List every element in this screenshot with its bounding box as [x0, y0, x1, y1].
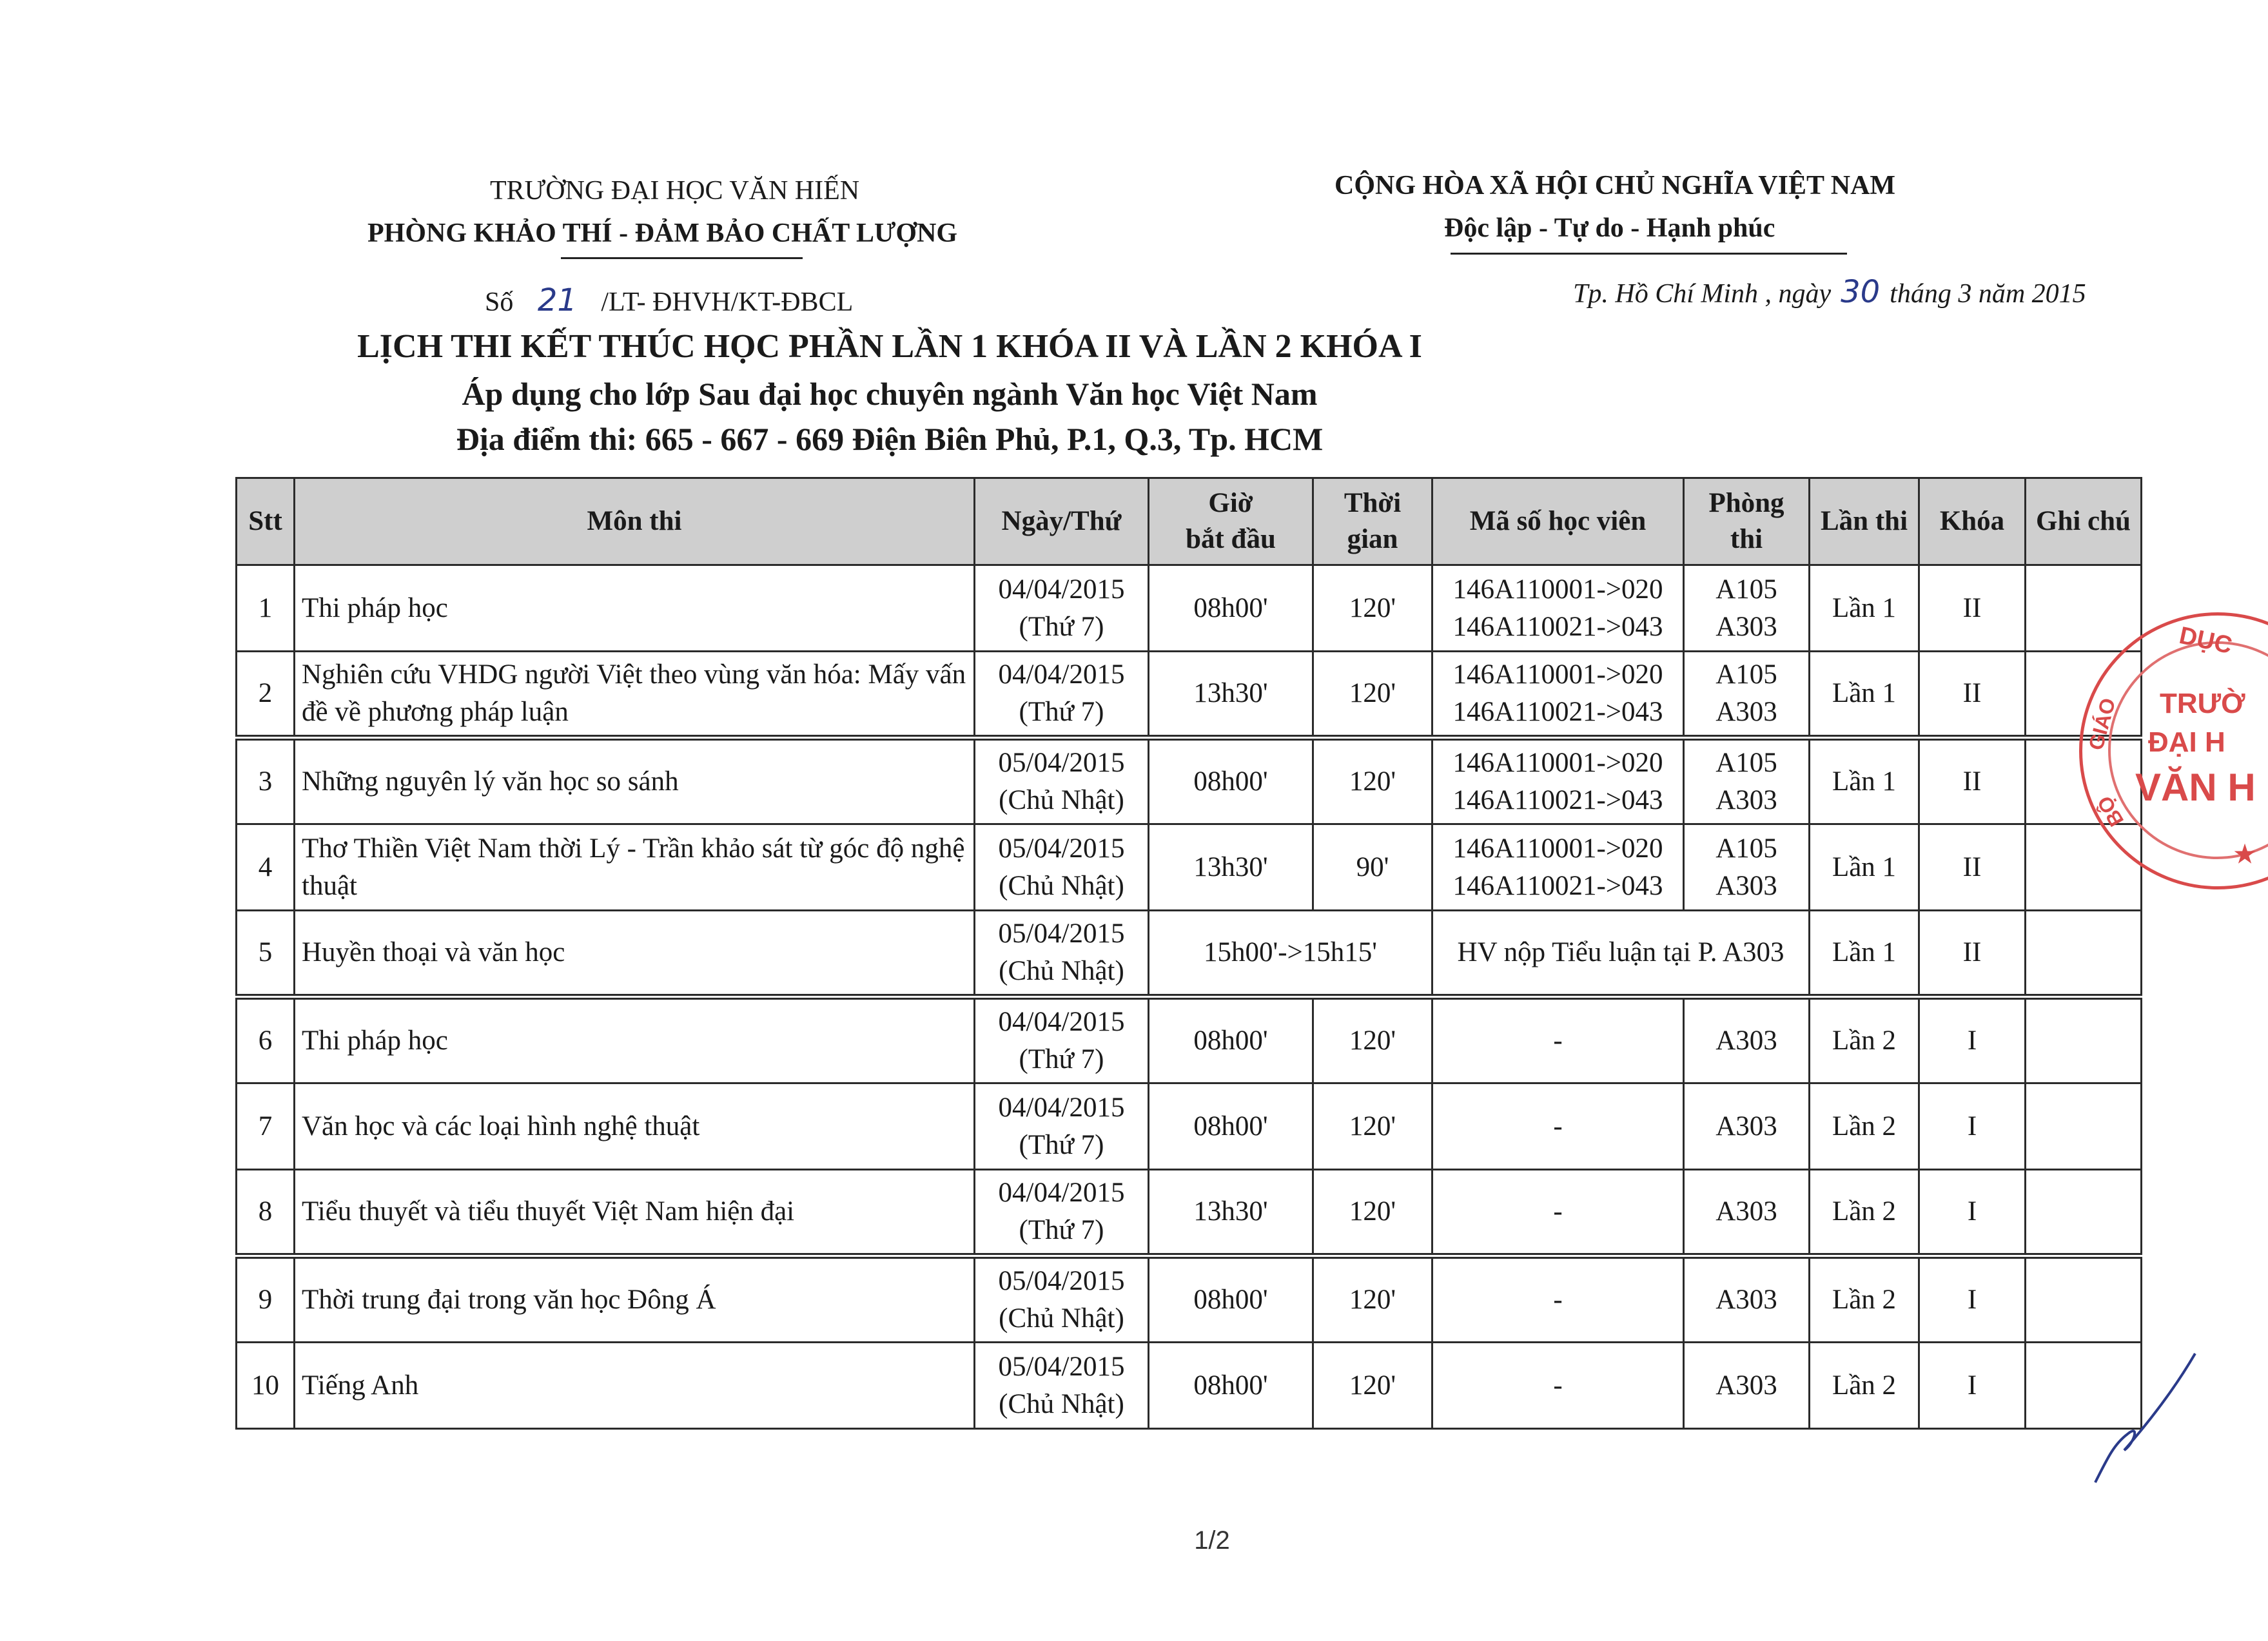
cell-start: 13h30'	[1149, 824, 1313, 911]
cell-room-1: A105	[1716, 659, 1777, 690]
cell-duration: 120'	[1313, 1083, 1432, 1170]
date-suffix: tháng 3 năm 2015	[1890, 279, 2086, 309]
cell-stt: 4	[237, 824, 295, 911]
header-attempt: Lần thi	[1810, 478, 1919, 565]
header-start-line1: Giờ	[1208, 488, 1253, 518]
star-icon: ★	[2234, 841, 2256, 868]
header-students: Mã số học viên	[1432, 478, 1684, 565]
cell-stt: 10	[237, 1343, 295, 1429]
cell-start: 13h30'	[1149, 652, 1313, 738]
cell-room-1: A105	[1716, 833, 1777, 864]
cell-students: -	[1432, 1256, 1684, 1343]
cell-start: 08h00'	[1149, 1256, 1313, 1343]
signature-mark	[2089, 1347, 2198, 1489]
cell-students-2: 146A110021->043	[1452, 785, 1663, 815]
date-prefix: Tp. Hồ Chí Minh , ngày	[1573, 279, 1832, 309]
cell-subject: Tiểu thuyết và tiểu thuyết Việt Nam hiện đại	[295, 1170, 975, 1256]
cell-room	[1684, 652, 1810, 738]
cell-stt: 2	[237, 652, 295, 738]
document-number	[485, 282, 853, 318]
exam-schedule-table	[235, 477, 2142, 1430]
cell-duration: 120'	[1313, 1170, 1432, 1256]
cell-date	[975, 1170, 1149, 1256]
cell-attempt: Lần 2	[1810, 1083, 1919, 1170]
cell-stt: 1	[237, 565, 295, 652]
table-row	[237, 911, 2142, 997]
cell-room-2: A303	[1716, 697, 1777, 727]
cell-room: A303	[1684, 997, 1810, 1083]
cell-room	[1684, 738, 1810, 824]
cell-students	[1432, 565, 1684, 652]
cell-note	[2026, 1170, 2142, 1256]
cell-attempt: Lần 2	[1810, 1170, 1919, 1256]
table-row	[237, 1256, 2142, 1343]
cell-date-value: 05/04/2015	[998, 833, 1125, 864]
table-row	[237, 824, 2142, 911]
cell-cohort: II	[1919, 652, 2026, 738]
cell-date-value: 04/04/2015	[998, 1092, 1125, 1123]
issue-date	[1573, 274, 2086, 310]
department-name: PHÒNG KHẢO THÍ - ĐẢM BẢO CHẤT LƯỢNG	[367, 218, 958, 248]
cell-date	[975, 738, 1149, 824]
cell-subject: Huyền thoại và văn học	[295, 911, 975, 997]
cell-start: 08h00'	[1149, 565, 1313, 652]
stamp-text-line3: VĂN H	[2135, 766, 2256, 809]
cell-duration: 120'	[1313, 565, 1432, 652]
cell-day-value: (Thứ 7)	[1019, 1215, 1104, 1245]
stamp-text-left-bottom: BỘ	[2092, 791, 2129, 831]
cell-day-value: (Chủ Nhật)	[999, 870, 1124, 901]
cell-room: A303	[1684, 1256, 1810, 1343]
cell-subject: Văn học và các loại hình nghệ thuật	[295, 1083, 975, 1170]
header-date: Ngày/Thứ	[975, 478, 1149, 565]
cell-students-2: 146A110021->043	[1452, 697, 1663, 727]
cell-date	[975, 1083, 1149, 1170]
cell-students: -	[1432, 1170, 1684, 1256]
cell-stt: 7	[237, 1083, 295, 1170]
cell-students-1: 146A110001->020	[1452, 748, 1663, 778]
table-row	[237, 652, 2142, 738]
table-row	[237, 738, 2142, 824]
table-header-row	[237, 478, 2142, 565]
school-name: TRƯỜNG ĐẠI HỌC VĂN HIẾN	[490, 176, 860, 206]
cell-time-span: 15h00'->15h15'	[1149, 911, 1432, 997]
cell-day-value: (Thứ 7)	[1019, 611, 1104, 642]
cell-date	[975, 911, 1149, 997]
cell-start: 13h30'	[1149, 1170, 1313, 1256]
table-row	[237, 997, 2142, 1083]
header-subject: Môn thi	[295, 478, 975, 565]
cell-start: 08h00'	[1149, 997, 1313, 1083]
table-row	[237, 1083, 2142, 1170]
cell-date	[975, 652, 1149, 738]
cell-subject: Những nguyên lý văn học so sánh	[295, 738, 975, 824]
republic-name: CỘNG HÒA XÃ HỘI CHỦ NGHĨA VIỆT NAM	[1334, 171, 1896, 200]
table-row	[237, 1170, 2142, 1256]
cell-date-value: 05/04/2015	[998, 748, 1125, 778]
header-duration-line1: Thời	[1344, 488, 1402, 518]
cell-attempt: Lần 1	[1810, 565, 1919, 652]
cell-room-1: A105	[1716, 748, 1777, 778]
cell-date-value: 05/04/2015	[998, 1351, 1125, 1382]
cell-date	[975, 824, 1149, 911]
cell-attempt: Lần 2	[1810, 997, 1919, 1083]
national-motto: Độc lập - Tự do - Hạnh phúc	[1444, 213, 1775, 243]
cell-note	[2026, 1083, 2142, 1170]
cell-duration: 120'	[1313, 1256, 1432, 1343]
cell-start: 08h00'	[1149, 738, 1313, 824]
cell-students-1: 146A110001->020	[1452, 574, 1663, 605]
cell-date-value: 04/04/2015	[998, 659, 1125, 690]
header-stt: Stt	[237, 478, 295, 565]
cell-day-value: (Chủ Nhật)	[999, 1303, 1124, 1334]
doc-number-handwritten: 21	[537, 282, 577, 318]
cell-attempt: Lần 1	[1810, 738, 1919, 824]
header-start-time	[1149, 478, 1313, 565]
cell-stt: 9	[237, 1256, 295, 1343]
cell-room	[1684, 824, 1810, 911]
cell-cohort: I	[1919, 1083, 2026, 1170]
table-row	[237, 565, 2142, 652]
cell-stt: 6	[237, 997, 295, 1083]
cell-stt: 3	[237, 738, 295, 824]
cell-duration: 120'	[1313, 997, 1432, 1083]
department-underline	[561, 257, 803, 259]
cell-duration: 120'	[1313, 652, 1432, 738]
cell-note	[2026, 997, 2142, 1083]
schedule-subtitle: Áp dụng cho lớp Sau đại học chuyên ngành Văn học Việt Nam	[462, 376, 1318, 412]
cell-date-value: 04/04/2015	[998, 574, 1125, 605]
cell-room-1: A105	[1716, 574, 1777, 605]
cell-date	[975, 1343, 1149, 1429]
cell-cohort: I	[1919, 1170, 2026, 1256]
cell-note	[2026, 565, 2142, 652]
cell-day-value: (Chủ Nhật)	[999, 1388, 1124, 1419]
cell-cohort: I	[1919, 1256, 2026, 1343]
cell-note	[2026, 1256, 2142, 1343]
stamp-text-line2: ĐẠI H	[2148, 726, 2225, 758]
cell-date-value: 05/04/2015	[998, 1266, 1125, 1296]
cell-day-value: (Chủ Nhật)	[999, 785, 1124, 815]
cell-students-2: 146A110021->043	[1452, 870, 1663, 901]
cell-cohort: I	[1919, 997, 2026, 1083]
cell-room: A303	[1684, 1083, 1810, 1170]
header-duration	[1313, 478, 1432, 565]
cell-date	[975, 997, 1149, 1083]
cell-cohort: I	[1919, 1343, 2026, 1429]
motto-underline	[1451, 253, 1847, 255]
header-room-line2: thi	[1730, 524, 1763, 554]
cell-students: -	[1432, 1083, 1684, 1170]
cell-room-2: A303	[1716, 870, 1777, 901]
cell-students-1: 146A110001->020	[1452, 833, 1663, 864]
cell-attempt: Lần 1	[1810, 652, 1919, 738]
header-duration-line2: gian	[1347, 524, 1398, 554]
cell-start: 08h00'	[1149, 1343, 1313, 1429]
header-room	[1684, 478, 1810, 565]
cell-subject: Thi pháp học	[295, 997, 975, 1083]
cell-date-value: 04/04/2015	[998, 1007, 1125, 1037]
table-row	[237, 1343, 2142, 1429]
cell-date	[975, 1256, 1149, 1343]
doc-prefix: Số	[485, 287, 514, 317]
cell-attempt: Lần 2	[1810, 1343, 1919, 1429]
cell-day-value: (Thứ 7)	[1019, 697, 1104, 727]
cell-subject: Nghiên cứu VHDG người Việt theo vùng văn hóa: Mấy vấn đề về phương pháp luận	[295, 652, 975, 738]
cell-cohort: II	[1919, 738, 2026, 824]
exam-location: Địa điểm thi: 665 - 667 - 669 Điện Biên Phủ, P.1, Q.3, Tp. HCM	[456, 421, 1324, 457]
cell-stt: 8	[237, 1170, 295, 1256]
cell-date-value: 05/04/2015	[998, 918, 1125, 949]
page-number: 1/2	[1194, 1526, 1230, 1555]
header-room-line1: Phòng	[1708, 488, 1784, 518]
cell-cohort: II	[1919, 911, 2026, 997]
cell-duration: 90'	[1313, 824, 1432, 911]
cell-room-2: A303	[1716, 785, 1777, 815]
cell-start: 08h00'	[1149, 1083, 1313, 1170]
cell-attempt: Lần 2	[1810, 1256, 1919, 1343]
cell-room	[1684, 565, 1810, 652]
cell-duration: 120'	[1313, 1343, 1432, 1429]
header-cohort: Khóa	[1919, 478, 2026, 565]
cell-students: -	[1432, 1343, 1684, 1429]
cell-day-value: (Thứ 7)	[1019, 1129, 1104, 1160]
cell-attempt: Lần 1	[1810, 911, 1919, 997]
doc-suffix: /LT- ĐHVH/KT-ĐBCL	[601, 287, 854, 317]
cell-room-2: A303	[1716, 611, 1777, 642]
cell-room: A303	[1684, 1170, 1810, 1256]
stamp-text-left: GIÁO	[2084, 695, 2120, 753]
schedule-title: LỊCH THI KẾT THÚC HỌC PHẦN LẦN 1 KHÓA II VÀ LẦN 2 KHÓA I	[357, 328, 1422, 365]
signature-stroke	[2095, 1354, 2195, 1482]
cell-submission-note: HV nộp Tiểu luận tại P. A303	[1432, 911, 1810, 997]
cell-stt: 5	[237, 911, 295, 997]
header-note: Ghi chú	[2026, 478, 2142, 565]
cell-students	[1432, 738, 1684, 824]
header-start-line2: bắt đầu	[1186, 524, 1276, 554]
cell-students	[1432, 652, 1684, 738]
cell-room: A303	[1684, 1343, 1810, 1429]
cell-date	[975, 565, 1149, 652]
cell-duration: 120'	[1313, 738, 1432, 824]
cell-subject: Thơ Thiền Việt Nam thời Lý - Trần khảo sát từ góc độ nghệ thuật	[295, 824, 975, 911]
stamp-text-line1: TRƯỜ	[2160, 688, 2245, 719]
cell-date-value: 04/04/2015	[998, 1178, 1125, 1208]
cell-students-2: 146A110021->043	[1452, 611, 1663, 642]
cell-cohort: II	[1919, 824, 2026, 911]
cell-note	[2026, 911, 2142, 997]
date-day-handwritten: 30	[1841, 274, 1881, 310]
cell-attempt: Lần 1	[1810, 824, 1919, 911]
cell-cohort: II	[1919, 565, 2026, 652]
cell-day-value: (Thứ 7)	[1019, 1044, 1104, 1074]
cell-subject: Thi pháp học	[295, 565, 975, 652]
cell-students	[1432, 824, 1684, 911]
cell-students: -	[1432, 997, 1684, 1083]
cell-students-1: 146A110001->020	[1452, 659, 1663, 690]
cell-subject: Thời trung đại trong văn học Đông Á	[295, 1256, 975, 1343]
stamp-text-top: DỤC	[2176, 621, 2234, 660]
cell-subject: Tiếng Anh	[295, 1343, 975, 1429]
cell-day-value: (Chủ Nhật)	[999, 956, 1124, 986]
